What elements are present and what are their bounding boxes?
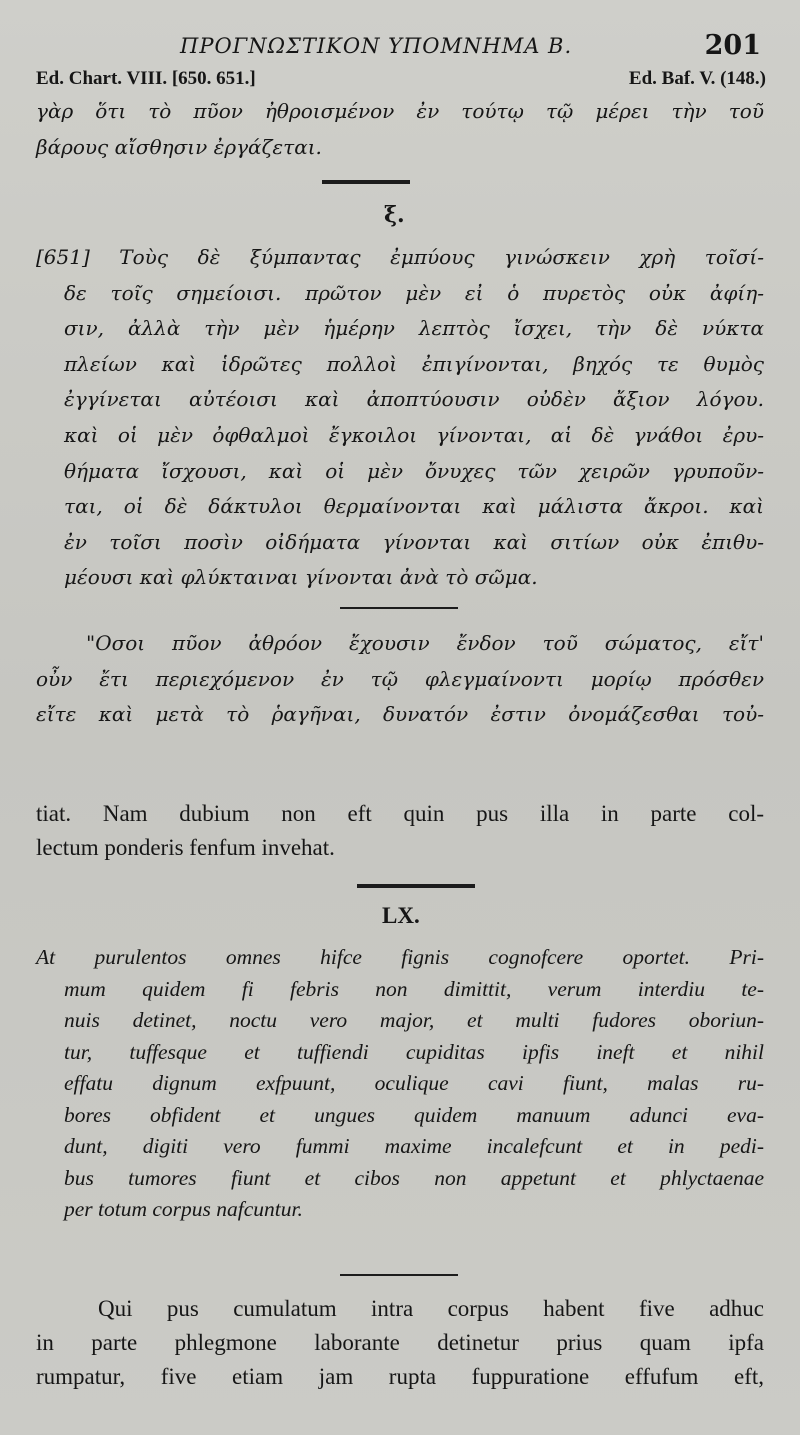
text-line: γὰρ ὅτι τὸ πῦον ἠθροισμένον ἐν τούτῳ τῷ μέρει τὴν τοῦ [36, 99, 764, 123]
text-line: bus tumores fiunt et cibos non appetunt et phlyctaenae [64, 1165, 764, 1190]
text-line: καὶ οἱ μὲν ὀφθαλμοὶ ἔγκοιλοι γίνονται, αἱ δὲ γνάθοι ἐρυ- [64, 422, 764, 447]
greek-section-number: ξ. [384, 202, 405, 228]
text-line: θήματα ἴσχουσι, καὶ οἱ μὲν ὄνυχες τῶν χειρῶν γρυποῦν- [64, 458, 764, 483]
latin-commentary-text [36, 1292, 764, 1394]
text-line: Qui pus cumulatum intra corpus habent five adhuc [98, 1296, 764, 1321]
text-line: in parte phlegmone laborante detinetur prius quam ipfa [36, 1330, 764, 1355]
page-number: 201 [704, 30, 761, 61]
text-line: πλείων καὶ ἱδρῶτες πολλοὶ ἐπιγίνονται, βηχός τε θυμὸς [64, 351, 764, 376]
greek-continuation-text [36, 94, 764, 165]
section-divider [357, 884, 475, 888]
text-line: ἐγγίνεται αὐτέοισι καὶ ἀποπτύουσιν οὐδὲν ἄξιον λόγου. [64, 387, 764, 412]
edition-reference-line [36, 68, 766, 94]
edition-basel-reference: Ed. Baf. V. (148.) [628, 68, 766, 89]
text-line: οὖν ἔτι περιεχόμενον ἐν τῷ φλεγμαίνοντι μορίῳ πρόσθεν [36, 666, 764, 691]
text-line: rumpatur, five etiam jam rupta fuppuratione effufum eft, [36, 1364, 764, 1389]
commentary-divider [340, 1274, 458, 1276]
text-line: nuis detinet, noctu vero major, et multi fudores oboriun- [64, 1008, 764, 1032]
greek-section-text [36, 240, 764, 596]
latin-section-text [36, 942, 764, 1226]
text-line: mum quidem fi febris non dimittit, verum interdiu te- [64, 976, 764, 1001]
text-line: tiat. Nam dubium non eft quin pus illa in parte col- [36, 801, 764, 826]
text-line: "Οσοι πῦον ἀθρόον ἔχουσιν ἔνδον τοῦ σώματος, εἴτ' [86, 631, 764, 655]
text-line: εἴτε καὶ μετὰ τὸ ῥαγῆναι, δυνατόν ἐστιν ὀνομάζεσθαι τοὐ- [36, 702, 764, 727]
text-line: At purulentos omnes hifce fignis cognofcere oportet. Pri- [36, 945, 764, 969]
text-line: tur, tuffesque et tuffiendi cupiditas ipfis ineft et nihil [64, 1039, 764, 1064]
text-line: σιν, ἀλλὰ τὴν μὲν ἡμέρην λεπτὸς ἴσχει, τὴν δὲ νύκτα [64, 316, 764, 341]
text-line: [651] Τοὺς δὲ ξύμπαντας ἐμπύους γινώσκειν χρὴ τοῖσί- [36, 245, 764, 269]
text-line: ται, οἱ δὲ δάκτυλοι θερμαίνονται καὶ μάλιστα ἄκροι. καὶ [64, 494, 764, 519]
text-line: effatu dignum exfpuunt, oculique cavi fiunt, malas ru- [64, 1071, 764, 1095]
commentary-divider [340, 607, 458, 609]
text-line: lectum ponderis fenfum invehat. [36, 835, 335, 860]
latin-continuation-text [36, 797, 764, 865]
text-line: dunt, digiti vero fummi maxime incalefcunt et in pedi- [64, 1134, 764, 1158]
latin-section-number: LX. [382, 903, 420, 928]
text-line: per totum corpus nafcuntur. [64, 1197, 303, 1221]
text-line: δε τοῖς σημείοισι. πρῶτον μὲν εἰ ὁ πυρετὸς οὐκ ἀφίη- [64, 280, 764, 305]
running-title: ΠΡΟΓΝΩΣΤΙΚΟΝ ΥΠΟΜΝΗΜΑ Β. [180, 34, 573, 58]
section-divider [322, 180, 410, 184]
text-line: ἐν τοῖσι ποσὶν οἰδήματα γίνονται καὶ σιτίων οὐκ ἐπιθυ- [64, 529, 764, 554]
greek-commentary-text [36, 626, 764, 733]
text-line: bores obfident et ungues quidem manuum adunci eva- [64, 1102, 764, 1127]
text-line: μέουσι καὶ φλύκταιναι γίνονται ἀνὰ τὸ σῶμα. [64, 565, 538, 590]
running-header [40, 30, 765, 64]
edition-chartier-reference: Ed. Chart. VIII. [650. 651.] [36, 68, 256, 89]
text-line: βάρους αἴσθησιν ἐργάζεται. [36, 134, 322, 159]
